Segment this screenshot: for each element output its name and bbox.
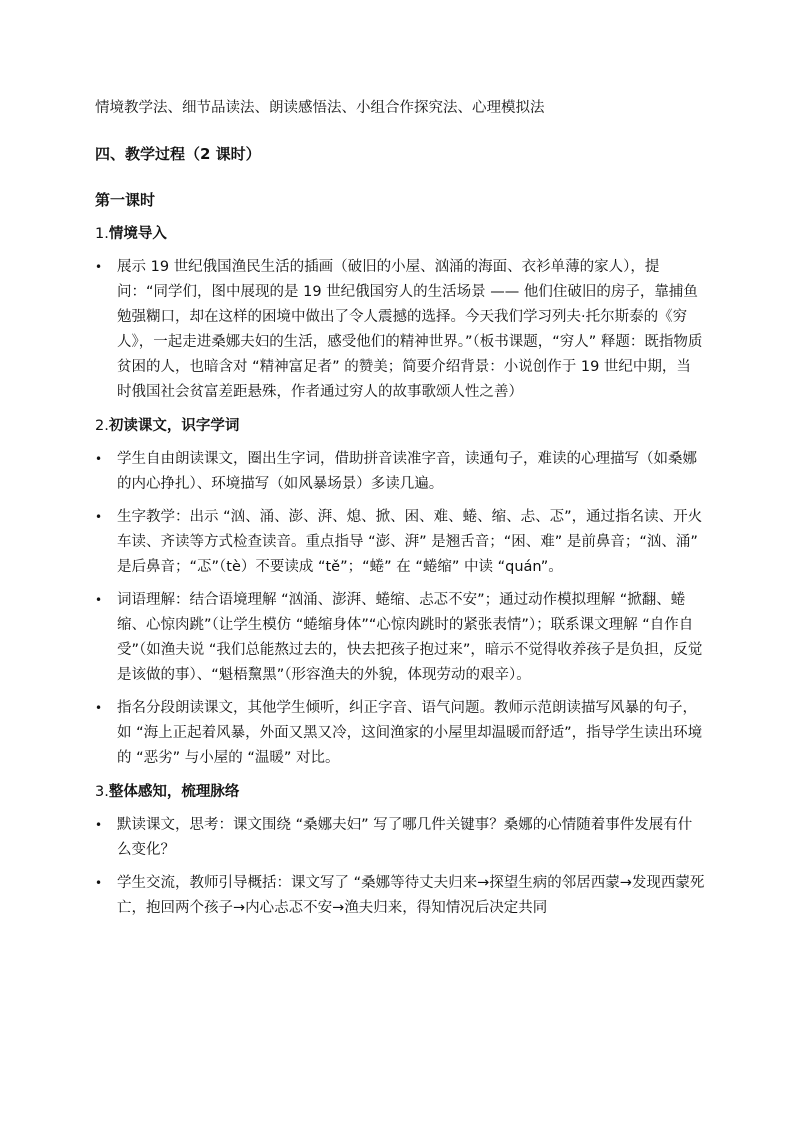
list-item-text: 默读课文，思考：课文围绕 “桑娜夫妇” 写了哪几件关键事？桑娜的心情随着事件发展有什么变化？ <box>117 817 693 858</box>
list-item-text: 指名分段朗读课文，其他学生倾听，纠正字音、语气问题。教师示范朗读描写风暴的句子，如 “海上正起着风暴，外面又黑又冷，这间渔家的小屋里却温暖而舒适”，指导学生读出环境的 “恶劣” 与小屋的 “温暖” 对比。 <box>117 700 703 766</box>
bullet-icon: • <box>95 818 103 832</box>
part-heading-2 <box>95 413 705 439</box>
part-number: 3. <box>95 784 109 800</box>
list-item-text: 词语理解：结合语境理解 “汹涌、澎湃、蜷缩、忐忑不安”；通过动作模拟理解 “掀翻、蜷缩、心惊肉跳”（让学生模仿 “蜷缩身体”“心惊肉跳时的紧张表情”）；联系课文理解 “自作自受”（如渔夫说 “我们总能熬过去的，快去把孩子抱过来”，暗示不觉得收养孩子是负担，反觉是该做的事）、“魁梧黧黑”（形容渔夫的外貌，体现劳动的艰辛）。 <box>117 592 703 683</box>
part-heading-3 <box>95 779 705 805</box>
list-item <box>95 588 705 688</box>
bullet-icon: • <box>95 701 103 715</box>
list-item <box>95 696 705 771</box>
document-content <box>95 95 705 921</box>
part-heading-1 <box>95 221 705 247</box>
bullet-icon: • <box>95 510 103 524</box>
section-heading: 四、教学过程（2 课时） <box>95 145 261 163</box>
part-number: 2. <box>95 418 109 434</box>
list-item-text: 学生交流，教师引导概括：课文写了 “桑娜等待丈夫归来→探望生病的邻居西蒙→发现西蒙死亡，抱回两个孩子→内心忐忑不安→渔夫归来，得知情况后决定共同 <box>117 875 705 916</box>
lesson-heading: 第一课时 <box>95 191 156 209</box>
part-number: 1. <box>95 226 109 242</box>
list-item-text: 展示 19 世纪俄国渔民生活的插画（破旧的小屋、汹涌的海面、衣衫单薄的家人），提问：“同学们，图中展现的是 19 世纪俄国穷人的生活场景 —— 他们住破旧的房子，靠捕鱼勉强糊口，却在这样的困境中做出了令人震撼的选择。今天我们学习列夫·托尔斯泰的《穷人》，一起走进桑娜夫妇的生活，感受他们的精神世界。”（板书课题，“穷人” 释题：既指物质贫困的人，也暗含对 “精神富足者” 的赞美；简要介绍背景：小说创作于 19 世纪中期，当时俄国社会贫富差距悬殊，作者通过穷人的故事歌颂人性之善） <box>117 259 703 400</box>
bullet-icon: • <box>95 593 103 607</box>
list-item <box>95 255 705 405</box>
bullet-icon: • <box>95 876 103 890</box>
list-item <box>95 813 705 863</box>
bullet-icon: • <box>95 260 103 274</box>
bullet-icon: • <box>95 452 103 466</box>
methods-line: 情境教学法、细节品读法、朗读感悟法、小组合作探究法、心理模拟法 <box>95 100 545 116</box>
list-item-text: 学生自由朗读课文，圈出生字词，借助拼音读准字音，读通句子，难读的心理描写（如桑娜的内心挣扎）、环境描写（如风暴场景）多读几遍。 <box>117 451 697 492</box>
part-title: 初读课文，识字学词 <box>108 418 240 434</box>
list-item-text: 生字教学：出示 “汹、涌、澎、湃、熄、掀、困、难、蜷、缩、忐、忑”，通过指名读、开火车读、齐读等方式检查读音。重点指导 “澎、湃” 是翘舌音；“困、难” 是前鼻音；“汹、涌” 是后鼻音；“忑”（tè）不要读成 “tě”；“蜷” 在 “蜷缩” 中读 “quán”。 <box>117 509 703 575</box>
part-title: 整体感知，梳理脉络 <box>108 784 240 800</box>
part-title: 情境导入 <box>108 226 167 242</box>
list-item <box>95 871 705 921</box>
list-item <box>95 505 705 580</box>
list-item <box>95 447 705 497</box>
